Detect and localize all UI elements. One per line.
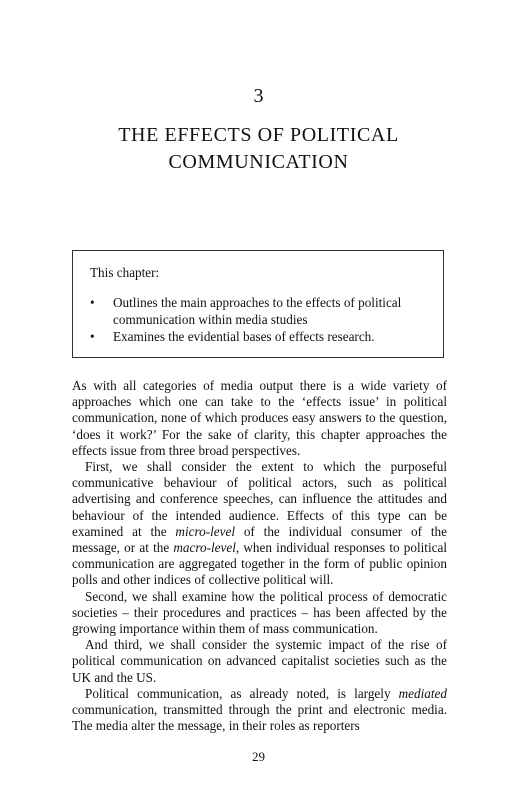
chapter-summary-box xyxy=(72,250,444,358)
summary-item-text: Outlines the main approaches to the effects of political communication within media studies xyxy=(113,295,402,327)
emphasis-macro-level: macro-level xyxy=(173,540,236,556)
bullet-icon: • xyxy=(90,329,95,344)
summary-item-text: Examines the evidential bases of effects research. xyxy=(113,329,375,344)
paragraph-2 xyxy=(72,459,447,589)
paragraph-5-text-a: Political communication, as already noted, is largely xyxy=(85,685,399,701)
paragraph-2-text-c: , when individual responses to political communication are aggregated together in the form of public opinion polls and other indices of collective political will. xyxy=(72,540,447,588)
paragraph-5 xyxy=(72,686,447,735)
bullet-icon: • xyxy=(90,295,95,310)
page-number: 29 xyxy=(252,749,265,764)
paragraph-5-text-b: communication, transmitted through the print and electronic media. The media alter the message, in their roles as reporters xyxy=(72,702,447,734)
chapter-title-line-2: COMMUNICATION xyxy=(168,151,349,173)
emphasis-micro-level: micro-level xyxy=(175,523,235,539)
summary-list-item xyxy=(90,328,427,345)
summary-list xyxy=(90,294,427,345)
emphasis-mediated: mediated xyxy=(398,685,447,701)
paragraph-2-text-a: First, we shall consider the extent to which the purposeful communicative behaviour of political actors, such as political advertising and conference speeches, can influence the attitudes and behaviour of the intended audience. Effects of this type can be examined at the xyxy=(72,459,447,539)
paragraph-2-text-b: of the individual consumer of the message, or at the xyxy=(72,523,447,556)
summary-intro: This chapter: xyxy=(90,265,160,280)
body-text xyxy=(72,378,447,734)
chapter-number: 3 xyxy=(253,85,264,107)
paragraph-1: As with all categories of media output there is a wide variety of approaches which one can take to the ‘effects issue’ in political communication, none of which produces easy answers to the question, ‘does it work?’ For the sake of clarity, this chapter approaches the effects issue from three broad perspectives. xyxy=(72,378,447,458)
paragraph-3: Second, we shall examine how the political process of democratic societies – their procedures and practices – has been affected by the growing importance within them of mass communication. xyxy=(72,588,447,637)
chapter-title-line-1: THE EFFECTS OF POLITICAL xyxy=(118,124,399,146)
chapter-title xyxy=(0,122,517,176)
paragraph-4: And third, we shall consider the systemic impact of the rise of political communication on advanced capitalist societies such as the UK and the US. xyxy=(72,637,447,685)
summary-list-item xyxy=(90,294,427,328)
